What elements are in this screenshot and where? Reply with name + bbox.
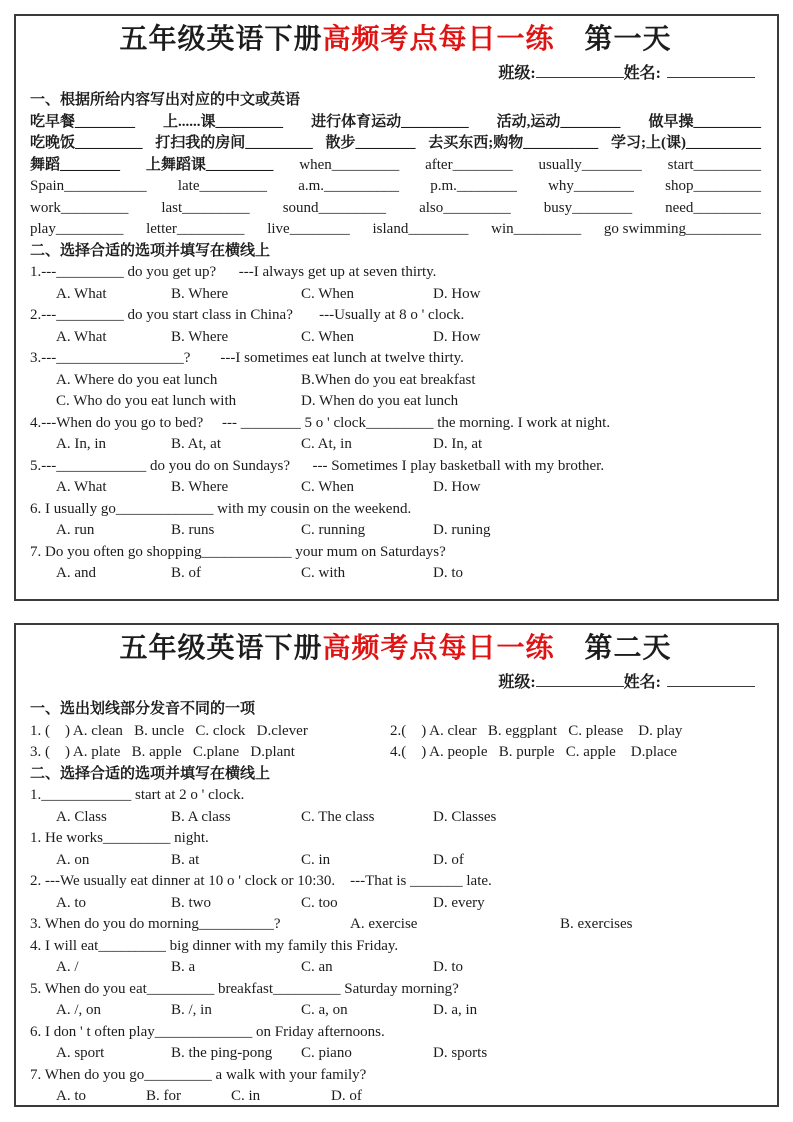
line-cell: B. of: [171, 565, 201, 581]
vocab-fill-row: [30, 198, 761, 220]
line-cell: D. In, at: [433, 436, 483, 452]
question-stem: [30, 1022, 761, 1044]
line-cell: B. for: [146, 1088, 181, 1104]
line-cell: C. piano: [301, 1045, 352, 1061]
title-day-part: 第二天: [584, 633, 672, 664]
options-row: [30, 850, 761, 872]
line-cell: start_________: [667, 156, 761, 173]
options-row: [30, 391, 761, 413]
line-cell: C. too: [301, 894, 338, 911]
class-label: 班级:: [498, 65, 536, 82]
line-cell: late_________: [177, 178, 268, 194]
line-cell: D. runing: [433, 522, 491, 538]
line-cell: D. When do you eat lunch: [301, 393, 459, 409]
line-cell: win_________: [491, 221, 582, 237]
line-cell: 打扫我的房间_________: [155, 135, 313, 151]
line-cell: 4.---When do you go to bed? --- ________ 5 o ' clock_________ the morning. I work at night.: [30, 414, 611, 431]
line-cell: A. on: [56, 851, 90, 868]
options-row: [30, 807, 761, 829]
line-cell: B. exercises: [560, 916, 633, 932]
line-cell: D. every: [433, 894, 485, 911]
class-name-line: [30, 60, 761, 88]
line-cell: C. in: [301, 851, 331, 868]
line-cell: D. of: [433, 851, 464, 868]
line-cell: 7. When do you go_________ a walk with your family?: [30, 1066, 367, 1083]
line-cell: C. Who do you eat lunch with: [56, 393, 237, 409]
line-cell: D. Classes: [433, 808, 497, 825]
section-header: [30, 699, 761, 721]
line-cell: 1. He works_________ night.: [30, 830, 209, 846]
title-black-part: 五年级英语下册: [119, 24, 323, 55]
line-cell: A. exercise: [350, 916, 418, 932]
vocab-fill-row: [30, 133, 761, 155]
line-cell: usually________: [538, 156, 642, 173]
options-row: [30, 893, 761, 915]
options-row: [30, 477, 761, 499]
line-cell: C. in: [231, 1088, 261, 1104]
line-cell: A. What: [56, 285, 107, 302]
line-cell: C. an: [301, 959, 333, 975]
line-cell: C. running: [301, 522, 366, 538]
question-stem: [30, 828, 761, 850]
line-cell: 7. Do you often go shopping____________ your mum on Saturdays?: [30, 543, 446, 560]
line-cell: sound_________: [282, 199, 387, 216]
line-cell: B. A class: [171, 808, 231, 825]
line-cell: A. run: [56, 522, 95, 538]
name-label: 姓名:: [623, 65, 661, 82]
line-cell: C. The class: [301, 808, 375, 825]
worksheet-day-1: [14, 14, 779, 601]
line-cell: D. of: [331, 1088, 362, 1104]
question-stem: [30, 499, 761, 521]
vocab-fill-row: [30, 219, 761, 241]
options-row: [30, 957, 761, 979]
line-cell: 6. I usually go_____________ with my cousin on the weekend.: [30, 500, 412, 517]
line-cell: 吃晚饭_________: [30, 135, 143, 151]
line-cell: also_________: [419, 199, 511, 216]
options-row: [30, 327, 761, 349]
options-row: [30, 1043, 761, 1065]
worksheet-title-day2: [30, 629, 761, 669]
line-cell: p.m.________: [430, 178, 517, 194]
line-cell: 进行体育运动_________: [311, 113, 469, 130]
line-cell: D. to: [433, 959, 463, 975]
question-stem: [30, 542, 761, 564]
question-stem: [30, 262, 761, 284]
line-cell: a.m.__________: [298, 178, 400, 194]
line-cell: D. How: [433, 328, 481, 345]
line-cell: C. At, in: [301, 436, 352, 452]
line-cell: 2.( ) A. clear B. eggplant C. please D. play: [390, 722, 683, 739]
line-cell: B. at: [171, 851, 200, 868]
question-stem: [30, 348, 761, 370]
class-blank: [536, 62, 624, 78]
line-cell: letter_________: [146, 221, 245, 237]
section-header: [30, 90, 761, 112]
title-red-part: 高频考点每日一练: [322, 633, 555, 664]
line-cell: 1. ( ) A. clean B. uncle C. clock D.clever: [30, 722, 308, 739]
question-stem: [30, 1065, 761, 1087]
line-cell: after________: [425, 156, 513, 173]
line-cell: 活动,运动________: [496, 113, 621, 130]
question-stem: [30, 413, 761, 435]
line-cell: D. to: [433, 565, 463, 581]
question-with-options: [30, 914, 761, 936]
line-cell: live________: [267, 221, 350, 237]
title-red-part: 高频考点每日一练: [322, 24, 555, 55]
header-text: 一、根据所给内容写出对应的中文或英语: [30, 92, 301, 108]
line-cell: A. and: [56, 565, 96, 581]
line-cell: 学习;上(课)__________: [610, 135, 761, 151]
line-cell: B. two: [171, 894, 212, 911]
line-cell: A. to: [56, 894, 86, 911]
options-row: [30, 1086, 761, 1107]
class-blank: [536, 671, 624, 687]
question-stem: [30, 979, 761, 1001]
header-text: 二、选择合适的选项并填写在横线上: [30, 765, 271, 782]
line-cell: 5. When do you eat_________ breakfast_________ Saturday morning?: [30, 980, 459, 997]
title-black-part: 五年级英语下册: [119, 633, 323, 664]
line-cell: A. /: [56, 959, 79, 975]
line-cell: A. In, in: [56, 436, 106, 452]
line-cell: 5.---____________ do you do on Sundays? --- Sometimes I play basketball with my brother.: [30, 457, 605, 474]
line-cell: need_________: [665, 199, 761, 216]
class-label: 班级:: [498, 674, 536, 691]
line-cell: A. What: [56, 328, 107, 345]
line-cell: B.When do you eat breakfast: [301, 371, 476, 388]
line-cell: D. sports: [433, 1045, 488, 1061]
phonics-row: [30, 721, 761, 743]
line-cell: 6. I don ' t often play_____________ on Friday afternoons.: [30, 1023, 385, 1040]
line-cell: A. to: [56, 1088, 86, 1104]
line-cell: 上舞蹈课_________: [145, 156, 274, 173]
options-row: [30, 563, 761, 585]
section-header: [30, 241, 761, 263]
question-stem: [30, 785, 761, 807]
line-cell: Spain___________: [30, 178, 147, 194]
question-stem: [30, 305, 761, 327]
line-cell: shop_________: [665, 178, 761, 194]
line-cell: 4. I will eat_________ big dinner with my family this Friday.: [30, 937, 399, 954]
question-stem: [30, 936, 761, 958]
line-cell: B. Where: [171, 328, 229, 345]
class-name-line: [30, 669, 761, 697]
line-cell: A. sport: [56, 1045, 105, 1061]
line-cell: C. a, on: [301, 1002, 348, 1018]
question-stem: [30, 456, 761, 478]
day2-content: [30, 699, 761, 1107]
line-cell: 2. ---We usually eat dinner at 10 o ' clock or 10:30. ---That is _______ late.: [30, 873, 492, 889]
day1-content: [30, 90, 761, 585]
line-cell: D. a, in: [433, 1002, 478, 1018]
line-cell: 3. ( ) A. plate B. apple C.plane D.plant: [30, 744, 295, 760]
line-cell: D. How: [433, 479, 481, 495]
worksheet-day-2: [14, 623, 779, 1107]
line-cell: D. How: [433, 285, 481, 302]
line-cell: 上......课_________: [163, 113, 284, 130]
line-cell: B. runs: [171, 522, 215, 538]
line-cell: B. Where: [171, 285, 229, 302]
line-cell: busy________: [543, 199, 633, 216]
line-cell: 3.---_________________? ---I sometimes eat lunch at twelve thirty.: [30, 350, 464, 366]
line-cell: C. When: [301, 285, 355, 302]
line-cell: 去买东西;购物__________: [428, 135, 599, 151]
vocab-fill-row: [30, 155, 761, 177]
line-cell: C. When: [301, 479, 355, 495]
line-cell: A. Class: [56, 808, 107, 825]
line-cell: B. At, at: [171, 436, 222, 452]
line-cell: A. /, on: [56, 1002, 101, 1018]
question-stem: [30, 871, 761, 893]
header-text: 二、选择合适的选项并填写在横线上: [30, 242, 271, 259]
line-cell: why________: [548, 178, 634, 194]
header-text: 一、选出划线部分发音不同的一项: [30, 701, 256, 717]
vocab-fill-row: [30, 176, 761, 198]
line-cell: island________: [372, 221, 469, 237]
options-row: [30, 370, 761, 392]
options-row: [30, 1000, 761, 1022]
name-blank: [667, 671, 755, 687]
line-cell: when_________: [299, 156, 400, 173]
options-row: [30, 284, 761, 306]
section-header: [30, 764, 761, 786]
worksheet-title-day1: [30, 20, 761, 60]
line-cell: 3. When do you do morning__________?: [30, 916, 281, 932]
line-cell: A. What: [56, 479, 107, 495]
line-cell: 2.---_________ do you start class in China? ---Usually at 8 o ' clock.: [30, 307, 465, 323]
line-cell: 1.---_________ do you get up? ---I always get up at seven thirty.: [30, 264, 437, 280]
line-cell: C. When: [301, 328, 355, 345]
line-cell: 4.( ) A. people B. purple C. apple D.place: [390, 744, 678, 760]
line-cell: B. a: [171, 959, 196, 975]
options-row: [30, 434, 761, 456]
line-cell: 舞蹈________: [30, 156, 121, 173]
line-cell: 吃早餐________: [30, 113, 136, 130]
name-blank: [667, 62, 755, 78]
line-cell: C. with: [301, 565, 346, 581]
title-day-part: 第一天: [584, 24, 672, 55]
line-cell: last_________: [161, 199, 250, 216]
line-cell: B. /, in: [171, 1002, 212, 1018]
options-row: [30, 520, 761, 542]
phonics-row: [30, 742, 761, 764]
vocab-fill-row: [30, 112, 761, 134]
line-cell: play_________: [30, 221, 124, 237]
line-cell: 散步________: [325, 135, 416, 151]
line-cell: work_________: [30, 199, 129, 216]
line-cell: 1.____________ start at 2 o ' clock.: [30, 787, 245, 803]
line-cell: 做早操_________: [648, 113, 761, 130]
line-cell: A. Where do you eat lunch: [56, 371, 218, 388]
line-cell: go swimming__________: [603, 221, 761, 237]
name-label: 姓名:: [623, 674, 661, 691]
line-cell: B. Where: [171, 479, 229, 495]
line-cell: B. the ping-pong: [171, 1045, 273, 1061]
